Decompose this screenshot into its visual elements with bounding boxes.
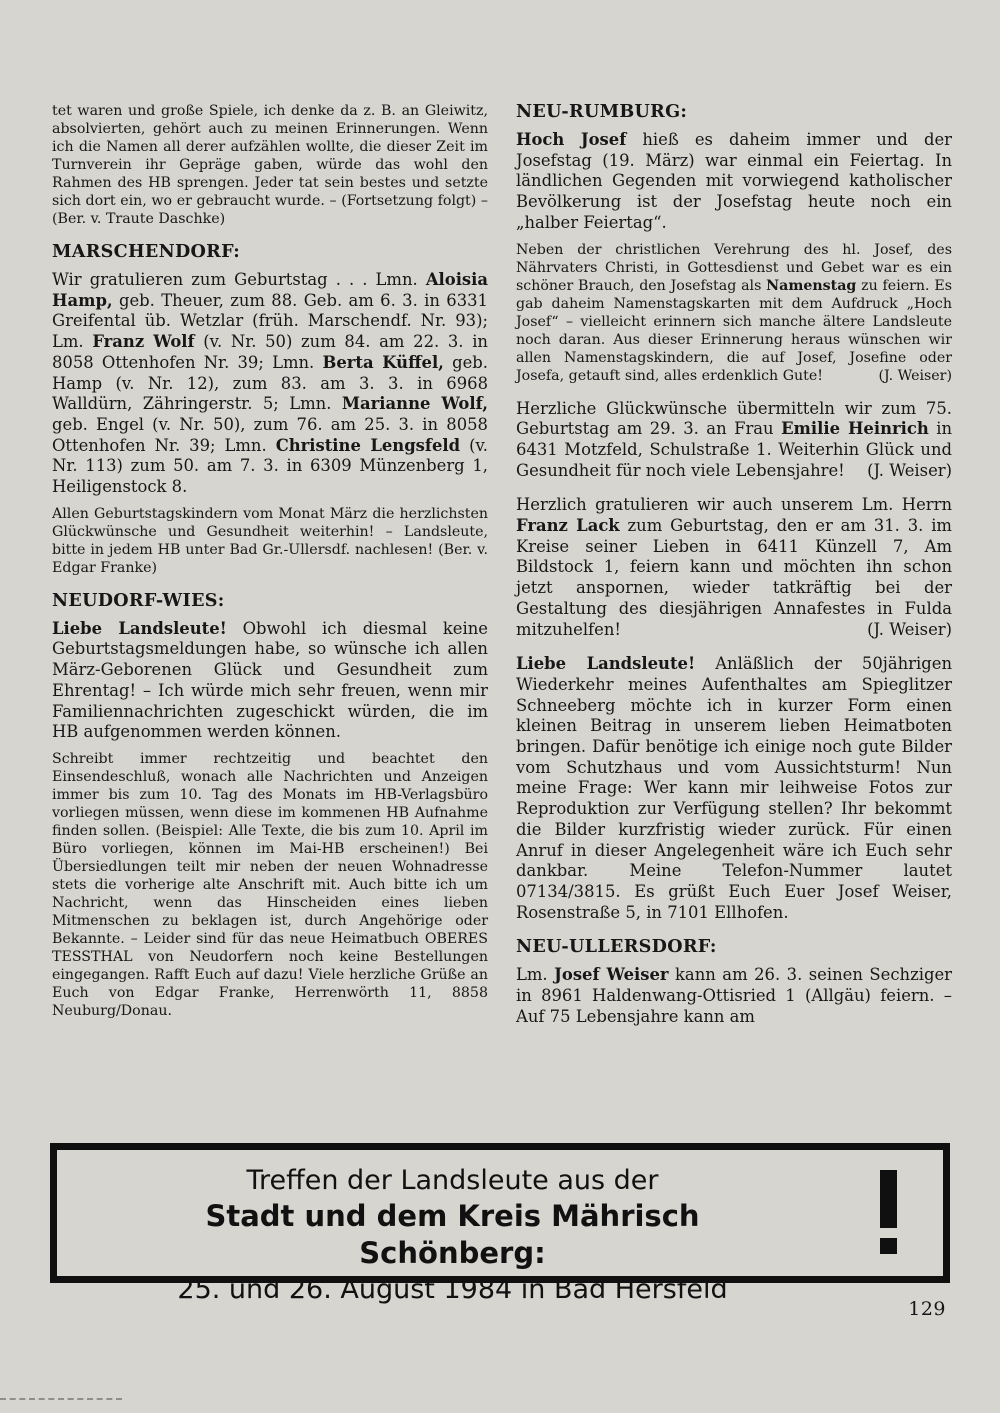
paragraph	[52, 619, 488, 743]
exclamation-mark-icon	[880, 1170, 897, 1254]
bold-text: Josef Weiser	[554, 965, 669, 985]
announcement-line-3: 25. und 26. August 1984 in Bad Hersfeld	[177, 1274, 728, 1305]
text-run: (v. Nr. 50) zum 84. am 22. 3. in 8058 Ottenhofen Nr. 39; Lmn.	[52, 332, 488, 372]
scan-artifact-dashed-line	[0, 1398, 122, 1400]
text-run: Allen Geburtstagskindern vom Monat März die herzlichsten Glückwünsche und Gesundheit weiterhin! – Landsleute, bitte in jedem HB unter Bad Gr.-Ullersdf. nachlesen! (Ber. v. Edgar Franke)	[52, 505, 488, 576]
bold-text: Aloisia Hamp,	[52, 270, 488, 310]
bold-text: Liebe Landsleute!	[516, 654, 696, 674]
paragraph	[52, 270, 488, 498]
text-run: hieß es daheim immer und der Josefstag (19. März) war einmal ein Feiertag. In ländlichen Gegenden mit vorwiegend katholischer Bevölkerung ist der Josefstag heute noch ein „halber Feiertag“.	[516, 130, 952, 232]
text-run: Obwohl ich diesmal keine Geburtstagsmeldungen habe, so wünsche ich allen März-Geborenen Glück und Gesundheit zum Ehrentag! – Ich würde mich sehr freuen, wenn mir Familiennachrichten zugeschickt würden, die im HB aufgenommen werden können.	[52, 618, 488, 742]
text-run: Herzlich gratulieren wir auch unserem Lm. Herrn	[516, 495, 952, 515]
paragraph-small	[52, 102, 488, 228]
text-run: zum Geburtstag, den er am 31. 3. im Kreise seiner Lieben in 6411 Künzell 7, Am Bildstock 1, feiern kann und möchten ihn schon jetzt anspornen, wieder tatkräftig bei der Gestaltung des diesjährigen Annafestes in Fulda mitzuhelfen!	[516, 516, 952, 639]
paragraph	[516, 495, 952, 640]
announcement-text	[112, 1163, 793, 1308]
paragraph	[516, 965, 952, 1027]
text-run: geb. Theuer, zum 88. Geb. am 6. 3. in 6331 Greifental üb. Wetzlar (früh. Marschendf. Nr. 93); Lm.	[52, 290, 488, 352]
paragraph-small	[516, 241, 952, 385]
bold-text: Berta Küffel,	[322, 352, 444, 372]
announcement-line-1: Treffen der Landsleute aus der	[246, 1165, 659, 1196]
attribution-text: (J. Weiser)	[867, 460, 952, 480]
announcement-box	[50, 1143, 950, 1305]
page-number: 129	[908, 1298, 946, 1320]
text-run: Wir gratulieren zum Geburtstag . . . Lmn.	[52, 270, 426, 289]
paragraph	[516, 130, 952, 234]
text-run: Schreibt immer rechtzeitig und beachtet den Einsendeschluß, wonach alle Nachrichten und Anzeigen immer bis zum 10. Tag des Monats im HB-Verlagsbüro vorliegen müssen, wenn diese im kommenen HB Aufnahme finden sollen. (Beispiel: Alle Texte, die bis zum 10. April im Büro vorliegen, können im Mai-HB erscheinen!) Bei Übersiedlungen teilt mir neben der neuen Wohnadresse stets die vorherige alte Anschrift mit. Auch bitte ich um Nachricht, wenn das Hinscheiden eines lieben Mitmenschen zu beklagen ist, durch Angehörige oder Bekannte. – Leider sind für das neue Heimatbuch OBERES TESSTHAL von Neudorfern noch keine Bestellungen eingegangen. Rafft Euch auf dazu! Viele herzliche Grüße an Euch von Edgar Franke, Herrenwörth 11, 8858 Neuburg/Donau.	[52, 750, 488, 1019]
section-heading: NEU-ULLERSDORF:	[516, 936, 717, 958]
text-run: in 6431 Motzfeld, Schulstraße 1. Weiterhin Glück und Gesundheit für noch viele Lebensjahre!	[516, 419, 952, 480]
text-run: zu feiern. Es gab daheim Namenstagskarten mit dem Aufdruck „Hoch Josef“ – vielleicht erinnern sich manche ältere Landsleute noch daran. Aus dieser Erinnerung heraus wünschen wir allen Namenstagskindern, die auf Josef, Josefine oder Josefa, getauft sind, alles erdenklich Gute!	[516, 277, 952, 384]
text-run: (v. Nr. 113) zum 50. am 7. 3. in 6309 Münzenberg 1, Heiligenstock 8.	[52, 435, 488, 497]
section-heading: MARSCHENDORF:	[52, 241, 241, 262]
text-run: Anläßlich der 50jährigen Wiederkehr meines Aufenthaltes am Spieglitzer Schneeberg möchte ich in kurzer Form einen kleinen Beitrag in unserem lieben Heimatboten bringen. Dafür benötige ich einige noch gute Bilder vom Schutzhaus und vom Aussichtsturm! Nun meine Frage: Wer kann mir leihweise Fotos zur Reproduktion zur Verfügung stellen? Ihr bekommt die Bilder kurzfristig wieder zurück. Für einen Anruf in dieser Angelegenheit wäre ich Euch sehr dankbar. Meine Telefon-Nummer lautet 07134/3815. Es grüßt Euch Euer Josef Weiser, Rosenstraße 5, in 7101 Ellhofen.	[516, 654, 952, 922]
text-run: tet waren und große Spiele, ich denke da z. B. an Gleiwitz, absolvierten, gehört auch zu meinen Erinnerungen. Wenn ich die Namen all derer aufzählen wollte, die dieser Zeit im Turnverein ihr Gepräge gaben, würde das wohl den Rahmen des HB sprengen. Jeder tat sein bestes und setzte sich dort ein, wo er gebraucht wurde. – (Fortsetzung folgt) – (Ber. v. Traute Daschke)	[52, 103, 488, 227]
section-heading: NEU-RUMBURG:	[516, 102, 688, 122]
exclamation-dot	[880, 1238, 897, 1254]
section-heading: NEUDORF-WIES:	[52, 589, 225, 611]
bold-text: Franz Lack	[516, 516, 620, 536]
text-run: Herzliche Glückwünsche übermitteln wir zum 75. Geburtstag am 29. 3. an Frau	[516, 398, 952, 439]
right-column	[516, 102, 952, 1136]
text-run: geb. Hamp (v. Nr. 12), zum 83. am 3. 3. in 6968 Walldürn, Zähringerstr. 5; Lmn.	[52, 352, 488, 414]
bold-text: Namenstag	[766, 277, 857, 294]
bold-text: Emilie Heinrich	[781, 419, 929, 439]
paragraph-small	[52, 750, 488, 1020]
left-column	[52, 102, 488, 1136]
text-run: Neben der christlichen Verehrung des hl. Josef, des Nährvaters Christi, in Gottesdienst und Gebet war es ein schöner Brauch, den Josefstag als	[516, 241, 952, 294]
bold-text: Hoch Josef	[516, 130, 627, 149]
paragraph-small	[52, 505, 488, 577]
bold-text: Franz Wolf	[92, 332, 195, 352]
exclamation-bar	[880, 1170, 897, 1228]
paragraph	[516, 399, 952, 482]
text-run: kann am 26. 3. seinen Sechziger in 8961 Haldenwang-Ottisried 1 (Allgäu) feiern. – Auf 75 Lebensjahre kann am	[516, 965, 952, 1026]
attribution-text: (J. Weiser)	[878, 367, 952, 384]
bold-text: Liebe Landsleute!	[52, 618, 227, 638]
paragraph	[516, 654, 952, 923]
attribution-text: (J. Weiser)	[867, 619, 952, 639]
announcement-line-2: Stadt und dem Kreis Mährisch Schönberg:	[205, 1199, 700, 1270]
text-run: Lm.	[516, 965, 555, 985]
bold-text: Christine Lengsfeld	[275, 435, 461, 455]
text-run: geb. Engel (v. Nr. 50), zum 76. am 25. 3. in 8058 Ottenhofen Nr. 39; Lmn.	[52, 414, 488, 455]
article-columns	[52, 102, 952, 1136]
bold-text: Marianne Wolf,	[341, 394, 488, 414]
